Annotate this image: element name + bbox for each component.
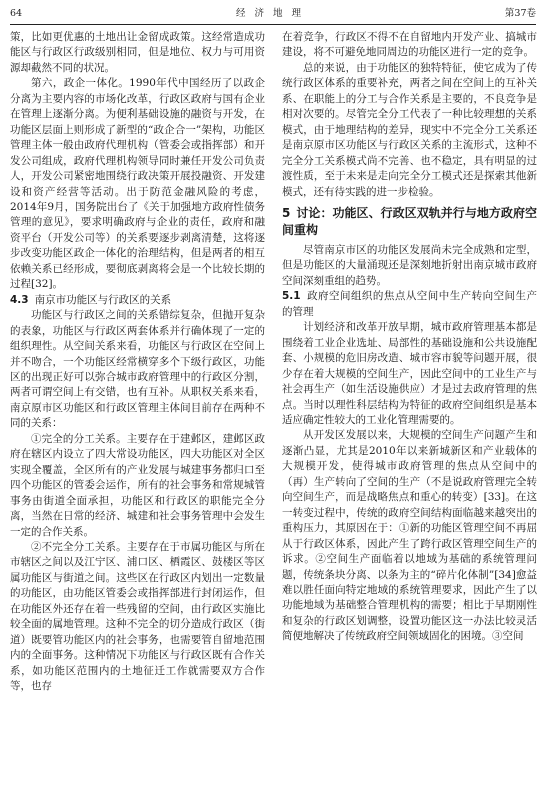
- left-column: [10, 30, 265, 808]
- journal-title: 经济地理: [235, 8, 310, 19]
- section-heading-5: [282, 205, 537, 239]
- paragraph: 总的来说，由于功能区的独特特征，使它成为了传统行政区体系的重要补充，两者之间在空间上的互补关系、在职能上的分工与合作关系是主要的，不良竞争是相对次要的。尽管完全分工代表了一种比较理想的关系模式，由于地理结构的差异，现实中不完全分工关系还是南京原市区功能区与行政区关系的主流形式，这种不完全分工关系模式尚不完善、也不稳定，具有明显的过渡性质，至于未来是走向完全分工模式还是探索其他新模式，还有待实践的进一步检验。: [282, 61, 537, 198]
- section-title: 南京市功能区与行政区的关系: [34, 293, 172, 306]
- section-heading-5-1: [282, 289, 537, 320]
- paragraph: ②不完全分工关系。主要存在于市属功能区与所在市辖区之间以及江宁区、浦口区、栖霞区、鼓楼区等区属功能区与街道之间。这些区在行政区内划出一定数量的功能区，由功能区管委会或指挥部进行封闭运作，但在功能区外还存在着一些残留的空间，由行政区实施比较全面的属地管理。这种不完全的切分造成行政区（街道）既要管功能区内的社会事务，也需要管自留地范围内的全面事务。这种情况下功能区与行政区既有合作关系，如功能区范围内的土地征迁工作就需要双方合作等，也存: [10, 540, 265, 693]
- section-number: 4.3: [10, 293, 29, 306]
- paragraph: ①完全的分工关系。主要存在于建邺区，建邺区政府在辖区内设立了四大常设功能区，四大功能区对全区实现全覆盖，全区所有的产业发展与城建事务都归口至四个功能区的管委会运作，所有的社会事务和常规城管事务由街道全面承担，功能区和行政区的职能完全分离，当然在日常的经济、城建和社会事务管理中会发生一定的合作关系。: [10, 432, 265, 538]
- page-header: [10, 7, 536, 21]
- paragraph: 第六，政企一体化。1990年代中国经历了以政企分离为主要内容的市场化改革，行政区政府与国有企业在管理上逐渐分离。为便利基础设施的融资与开发，在功能区层面上则形成了新型的“政企合一”架构，功能区管理主体一般由政府代理机构（管委会或指挥部）和开发公司组成，政府代理机构领导同时兼任开发公司负责人，开发公司紧密地围绕行政决策开展投融资、开发建设和资产经营等活动。出于防范金融风险的考虑，2014年9月，国务院出台了《关于加强地方政府性债务管理的意见》，要求明确政府与企业的责任，政府和融资平台（开发公司等）的关系要逐步剥离清楚，这将逐步改变功能区政企一体化的治理结构，但是两者的相互依赖关系已经形成，要彻底剥离将会是一个比较长期的过程[32]。: [10, 77, 265, 291]
- paragraph: 在着竞争，行政区不得不在自留地内开发产业、搞城市建设，将不可避免地同周边的功能区进行一定的竞争。: [282, 31, 537, 59]
- section-number: 5: [282, 205, 291, 220]
- volume-label: 第37卷: [504, 8, 536, 19]
- section-number: 5.1: [282, 290, 301, 303]
- paragraph: 从开发区发展以来，大规模的空间生产问题产生和逐渐凸显，尤其是2010年以来新城新区和产业载体的大规模开发，使得城市政府管理的焦点从空间中的（再）生产转向了空间的生产（不是说政府管理完全转向空间生产，而是战略焦点和重心的转变）[33]。在这一转变过程中，传统的政府空间结构面临越来越突出的重构压力，其原因在于：①新的功能区管理空间不再屈从于行政区体系，因此产生了跨行政区管理空间生产的诉求。②空间生产面临着以地域为基础的系统管理问题，传统条块分离、以条为主的“碎片化体制”[34]愈益难以胜任面向特定地域的系统管理要求，因此产生了以功能地域为基础整合管理机构的需要；相比于早期刚性和复杂的行政区划调整，设置功能区这一办法比较灵活简便地解决了传统政府空间领域固化的困境。③空间: [282, 429, 537, 643]
- section-heading-4-3: [10, 293, 265, 308]
- paragraph: 策，比如更优惠的土地出让金留成政策。这经常造成功能区与行政区行政级别相同，但是地位、权力与可用资源却截然不同的状况。: [10, 31, 265, 74]
- page-number: 64: [10, 8, 23, 19]
- paragraph: 尽管南京市区的功能区发展尚未完全成熟和定型，但是功能区的大量涌现还是深刻地折射出南京城市政府空间深刻重组的趋势。: [282, 243, 537, 287]
- paragraph: 功能区与行政区之间的关系错综复杂，但抛开复杂的表象，功能区与行政区两套体系并行确体现了一定的组织理性。从空间关系来看，功能区与行政区在空间上并不吻合，一个功能区经常横穿多个下级行政区，功能区的出现正好可以弥合城市政府管理中的行政区分割，两者可谓空间上有交错，也有互补。从职权关系来看，南京原市区功能区和行政区管理主体间目前存在两种不同的关系：: [10, 309, 265, 430]
- section-title: 讨论：功能区、行政区双轨并行与地方政府空间重构: [282, 205, 537, 237]
- section-title: 政府空间组织的焦点从空间中生产转向空间生产的管理: [282, 290, 537, 318]
- paragraph: 计划经济和改革开放早期，城市政府管理基本都是围绕着工业企业选址、局部性的基础设施和公共设施配套、小规模的危旧房改造、城市容市貌等问题开展，很少存在着大规模的空间生产，因此空间中的工业生产与社会再生产（如生活设施供应）才是过去政府管理的焦点。当时以理性科层结构为特征的政府空间组织是基本适应确定性较大的工业化管理需要的。: [282, 321, 537, 426]
- right-column: [282, 30, 537, 808]
- header-rule: [10, 24, 536, 25]
